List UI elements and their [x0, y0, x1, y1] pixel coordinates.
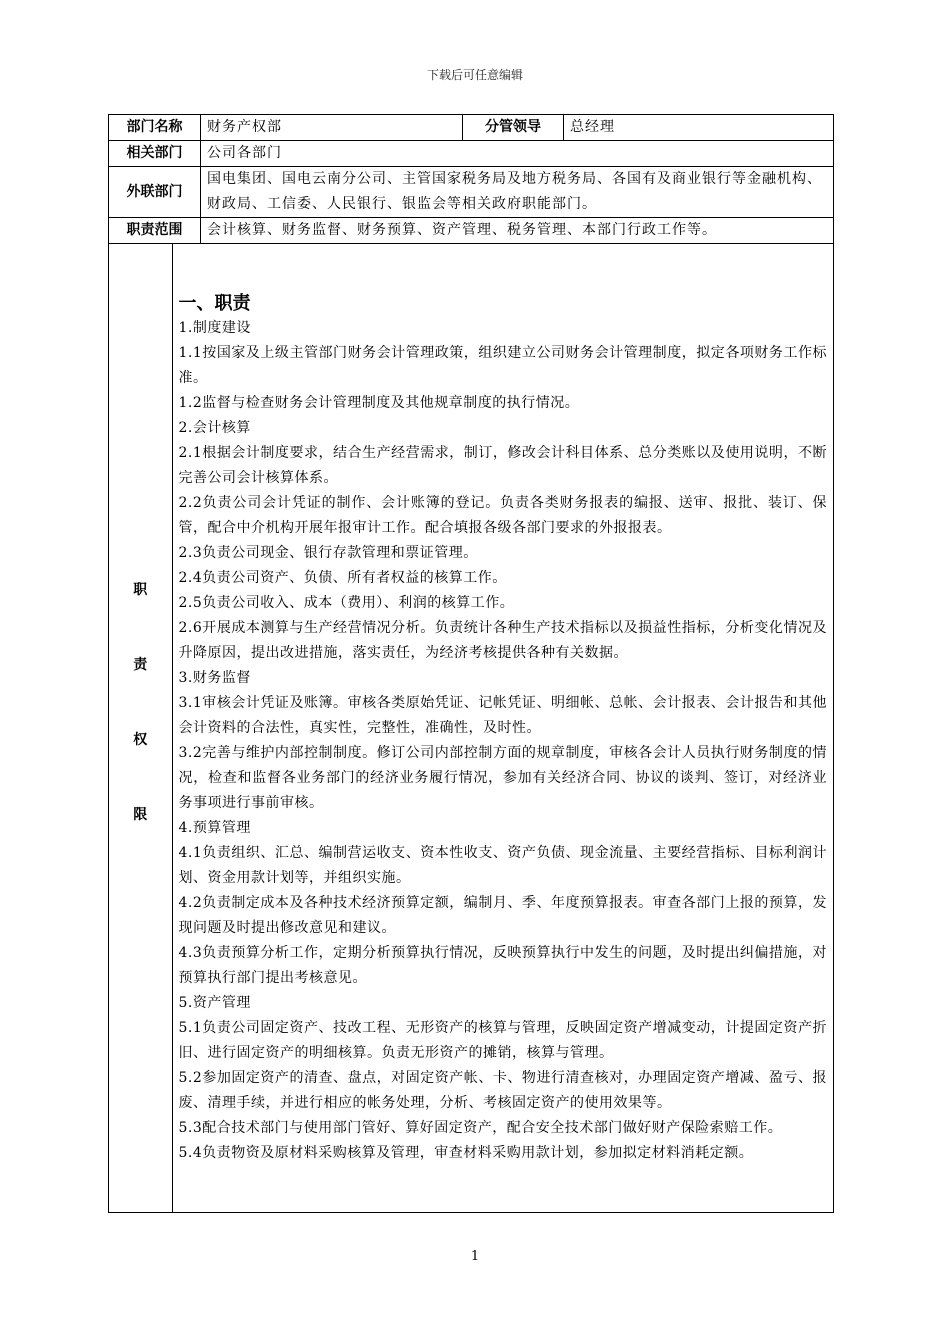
related-value: 公司各部门 — [201, 141, 834, 167]
scope-row — [109, 218, 834, 244]
duty-paragraph: 2.4负责公司资产、负债、所有者权益的核算工作。 — [178, 569, 507, 586]
duty-paragraph: 4.2负责制定成本及各种技术经济预算定额，编制月、季、年度预算报表。审查各部门上报的预算，发现问题及时提出修改意见和建议。 — [178, 894, 827, 936]
dept-value: 财务产权部 — [201, 115, 463, 141]
scope-value: 会计核算、财务监督、财务预算、资产管理、税务管理、本部门行政工作等。 — [201, 218, 834, 244]
dept-row — [109, 115, 834, 141]
side-label-char: 责 — [133, 657, 148, 673]
side-label-char: 限 — [133, 807, 148, 823]
duty-paragraph: 3.1审核会计凭证及账簿。审核各类原始凭证、记帐凭证、明细帐、总帐、会计报表、会计报告和其他会计资料的合法性，真实性，完整性，准确性，及时性。 — [178, 694, 827, 736]
side-label-char: 职 — [133, 582, 148, 598]
duty-row — [109, 244, 834, 1213]
duty-paragraph: 3.财务监督 — [178, 669, 251, 686]
duty-paragraph: 2.3负责公司现金、银行存款管理和票证管理。 — [178, 544, 478, 561]
duty-content — [172, 244, 833, 1212]
duty-paragraph: 5.资产管理 — [178, 994, 251, 1011]
duty-paragraph: 2.6开展成本测算与生产经营情况分析。负责统计各种生产技术指标以及损益性指标，分析变化情况及升降原因，提出改进措施，落实责任，为经济考核提供各种有关数据。 — [178, 619, 827, 661]
duty-paragraph: 2.1根据会计制度要求，结合生产经营需求，制订，修改会计科目体系、总分类账以及使用说明，不断完善公司会计核算体系。 — [178, 444, 827, 486]
related-row — [109, 141, 834, 167]
duty-paragraph: 1.制度建设 — [178, 319, 251, 336]
page-number: 1 — [470, 1249, 480, 1264]
duty-paragraph: 1.2监督与检查财务会计管理制度及其他规章制度的执行情况。 — [178, 394, 580, 411]
duty-paragraph: 1.1按国家及上级主管部门财务会计管理政策，组织建立公司财务会计管理制度，拟定各项财务工作标准。 — [178, 344, 827, 386]
duty-paragraph: 2.5负责公司收入、成本（费用）、利润的核算工作。 — [178, 594, 515, 611]
duty-paragraph: 4.1负责组织、汇总、编制营运收支、资本性收支、资产负债、现金流量、主要经营指标、目标利润计划、资金用款计划等，并组织实施。 — [178, 844, 827, 886]
dept-label: 部门名称 — [109, 115, 201, 141]
leader-label: 分管领导 — [463, 115, 564, 141]
duty-paragraph: 4.预算管理 — [178, 819, 251, 836]
related-label: 相关部门 — [109, 141, 201, 167]
duty-paragraph: 5.4负责物资及原材料采购核算及管理，审查材料采购用款计划，参加拟定材料消耗定额。 — [178, 1144, 754, 1161]
duty-paragraph: 3.2完善与维护内部控制制度。修订公司内部控制方面的规章制度，审核各会计人员执行财务制度的情况，检查和监督各业务部门的经济业务履行情况，参加有关经济合同、协议的谈判、签订，对经济业务事项进行事前审核。 — [178, 744, 827, 811]
duty-paragraph: 5.3配合技术部门与使用部门管好、算好固定资产，配合安全技术部门做好财产保险索赔工作。 — [178, 1119, 783, 1136]
duty-paragraph: 4.3负责预算分析工作，定期分析预算执行情况，反映预算执行中发生的问题，及时提出纠偏措施，对预算执行部门提出考核意见。 — [178, 944, 827, 986]
duty-paragraph: 5.2参加固定资产的清查、盘点，对固定资产帐、卡、物进行清查核对，办理固定资产增减、盈亏、报废、清理手续，并进行相应的帐务处理，分析、考核固定资产的使用效果等。 — [178, 1069, 827, 1111]
external-label: 外联部门 — [109, 167, 201, 218]
scope-label: 职责范围 — [109, 218, 201, 244]
duty-paragraph: 2.2负责公司会计凭证的制作、会计账簿的登记。负责各类财务报表的编报、送审、报批、装订、保管，配合中介机构开展年报审计工作。配合填报各级各部门要求的外报报表。 — [178, 494, 827, 536]
duty-paragraph: 2.会计核算 — [178, 419, 251, 436]
external-row — [109, 167, 834, 218]
duty-table — [108, 114, 834, 1213]
external-value: 国电集团、国电云南分公司、主管国家税务局及地方税务局、各国有及商业银行等金融机构、财政局、工信委、人民银行、银监会等相关政府职能部门。 — [201, 167, 834, 218]
leader-value: 总经理 — [564, 115, 834, 141]
duty-paragraph: 5.1负责公司固定资产、技改工程、无形资产的核算与管理，反映固定资产增减变动，计提固定资产折旧、进行固定资产的明细核算。负责无形资产的摊销，核算与管理。 — [178, 1019, 827, 1061]
side-label-char: 权 — [133, 732, 148, 748]
section-title: 一、职责 — [178, 292, 251, 314]
side-label-column — [109, 244, 172, 1212]
header-note: 下载后可任意编辑 — [426, 68, 523, 82]
paragraph-list — [179, 316, 828, 1166]
